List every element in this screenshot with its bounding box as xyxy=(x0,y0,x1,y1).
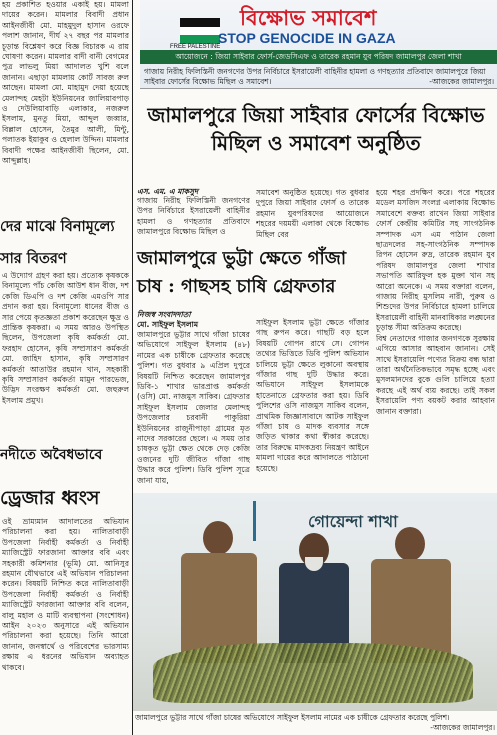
banner-title: বিক্ষোভ সমাবেশ xyxy=(240,5,377,30)
left-headline-fertilizer-2: সার বিতরণ xyxy=(0,250,67,267)
left-headline-dredger-1: নদীতে অবৈধভাবে xyxy=(0,447,103,463)
main-headline: জামালপুরে জিয়া সাইবার ফোর্সের বিক্ষোভ মিছিল ও সমাবেশ অনুষ্ঠিত xyxy=(147,103,485,155)
free-palestine-text: FREE PALESTINE xyxy=(170,44,221,50)
cannabis-plants xyxy=(153,643,473,703)
banner-organizer: আয়োজনে : জিয়া সাইবার ফোর্স-জেডসিএফ ও তারেক রহমান যুব পরিষদ জামালপুর জেলা শাখা xyxy=(140,50,497,64)
story2-col2: সাইফুল ইসলাম ভুট্টা ক্ষেতে গাঁজার গাছ রুপন করে। গাছটি বড় হলে বিষয়টি গোপন রাখে সে। গোপন তথ্যের ভিত্তিতে ডিবি পুলিশ অভিযান চালিয়ে ভুট্টা ক্ষেতে লুকানো অবস্থায় গাঁজার গাছ দুটি উদ্ধার করে। অভিযানে সাইফুল ইসলামকে হাতেনাতে গ্রেফতার করা হয়। ডিবি পুলিশের ওসি নাজমুস সাকিব বলেন, প্রাথমিক জিজ্ঞাসাবাদে আটক সাইফুল গাঁজা চাষ ও মাদক ব্যবসার সঙ্গে জড়িত থাকার কথা স্বীকার করেছে। তার বিরুদ্ধে মাদকদ্রব্য নিয়ন্ত্রণ আইনে মামলা দায়ের করে আদালতে পাঠানো হয়েছে। xyxy=(256,318,369,473)
palestine-flag-icon xyxy=(180,18,220,44)
story2-headline-2: চাষ : গাছসহ চাষি গ্রেফতার xyxy=(137,276,336,297)
arrest-photo xyxy=(133,493,497,711)
officer-right-head xyxy=(395,527,425,561)
left-headline-free-fertilizer: দের মাঝে বিনামূল্যে xyxy=(0,218,115,235)
story2-headline-1: জামালপুরে ভুট্টা ক্ষেতে গাঁজা xyxy=(137,248,347,269)
story1-col3: হয়ে শহর প্রদক্ষিণ করে। পরে শহরের মডেল মসজিদ সংলগ্ন এলাকায় বিক্ষোভ সমাবেশে বক্তব্য রাখেন জিয়া সাইবার ফোর্স কেন্দ্রীয় কমিটির সহ সাংগঠনিক সম্পাদক এস এম পাঠান জেলা ছাত্রদলের সহ-সাংগঠনিক সম্পাদক রিপন হোসেন রুদ্র, তারেক রহমান যুব পরিষদ জামালপুর জেলা শাখার সভাপতি আরিফুল হক মুক্তা খান সহ আরো অনেকে। এ সময় বক্তারা বলেন, গাজায় নিরীহ মুসলিম নারী, পুরুষ ও শিশুদের উপর নির্বিচারে হামলা চালিয়ে ইসরায়েলী বাহিনী মানবাধিকার লঙ্ঘনের চূড়ান্ত সীমা অতিক্রম করেছে। বিশ্ব নেতাদের গাজার জনগণকে সুরক্ষায় এগিয়ে আসার আহবান জানান। সেই সাথে ইসরায়েলি পণ্যের বিক্রয় বন্ধ দ্বারা তারা অর্থনৈতিকভাবে সমৃদ্ধ হচ্ছে এবং মুসলমানদের বুকে গুলি চালিয়ে হত্যা করছে এই অর্থ ব্যয় করছে। তাই সকল ইসরায়েলি পণ্য বয়কট করার আহবান জানান বক্তারা। xyxy=(376,188,495,416)
banner-english-slogan: STOP GENOCIDE IN GAZA xyxy=(218,30,396,46)
photo-credit: -আজকের জামালপুর। xyxy=(430,723,495,732)
story1-col1: গাজায় নিরীহ ফিলিস্তিনী জনগণের উপর নির্বিচারে ইসরায়েলী বাহিনীর হামলা ও গণহত্যার প্রতিবাদে জামালপুরে বিক্ষোভ মিছিল ও xyxy=(137,196,250,237)
story2-col1: জামালপুরে ভুট্টার সাথে গাঁজা চাষের অভিযোগে সাইফুল ইসলাম (৪৮) নামের এক চাষীকে গ্রেফতার করেছে পুলিশ। গত বুধবার ৯ এপ্রিল দুপুরে বিষয়টি নিশ্চিত করেছেন জামালপুর ডিবি-১ শাখার ভারপ্রাপ্ত কর্মকর্তা (ওসি) মো. নাজমুস সাকিব। গ্রেফতার সাইফুল ইসলাম জেলার মেলান্দহ উপজেলার চরবানী পাকুরিয়া ইউনিয়নের রাজুনীপাড়া গ্রামের মৃত নাদের সরকারের ছেলে। এ সময় তার চাষকৃত ভুট্টা ক্ষেত থেকে দেড় কেজি ওজনের দুটি জীবিত গাঁজা গাছ উদ্ধার করে পুলিশ। ডিবি পুলিশ সূত্রে জানা যায়, xyxy=(137,330,250,485)
banner-caption: গাজায় নিরীহ ফিলিস্তিনী জনগণের উপর নির্বিচারে ইসরায়েলী বাহিনীর হামলা ও গণহত্যার প্রতিবাদে জামালপুরে জিয়া সাইবার ফোর্সের বিক্ষোভ মিছিল ও সমাবেশ। -আজকের জামালপুর। xyxy=(144,67,494,86)
byline-3: মো. সাইফুল ইসলাম xyxy=(137,320,199,329)
left-bottom-article: ওই ভ্রাম্যমান আদালতের অভিযান পরিচালনা করা হয়। নালিতাবাড়ী উপজেলা নির্বাহী কর্মকর্তা ও নির্বাহী ম্যাজিস্ট্রেট ফারজানা আক্তার ববি এবং সহকারী কমিশনার (ভূমি) মো. আনিসুর রহমান যৌথভাবে এই অভিযান পরিচালনা করেন। বিষয়টি নিশ্চিত করে নালিতাবাড়ী উপজেলা নির্বাহী কর্মকর্তা ও নির্বাহী ম্যাজিস্ট্রেট ফারজানা আক্তার ববি বলেন, বালু মহাল ও মাটি ব্যবস্থাপনা (সংশোধন) আইন ২০২৩ অনুসারে এই অভিযান পরিচালনা করা হয়েছে। তিনি আরো জানান, জনস্বার্থে ও পরিবেশের ভারসাম্য রক্ষায় এ ধরনের অভিযান অব্যাহত থাকবে। xyxy=(2,517,129,672)
byline-2: নিজস্ব সংবাদদাতা xyxy=(137,310,191,319)
banner-credit: -আজকের জামালপুর। xyxy=(429,77,494,86)
left-headline-dredger-2: ড্রেজার ধ্বংস xyxy=(0,487,100,509)
byline-1: এস. এম. এ মাকসুদ xyxy=(137,187,199,196)
left-top-article: হয় প্রকাশিত হওয়ার একাই হয়। মামলা দায়ের করেন। মামলার বিবাদী প্রধান আইনজীবী মো. মাহমুদুল হাসান ওরফে পলাশ জানান, দীর্ঘ ২৭ বছর পর মামলার চূড়ান্ত বিশ্লেষণ করে বিজ্ঞ বিচারক এ রায় ঘোষণা করেন। মামলার বাদী বানী বেগমের পুত্র লাভলু মিয়া আদালত খুশি বলে জানান। এছাড়া মামলায় কোর্ট সাবজ রুল আছেন। মামলা মো. মাহামুদ দেয়া হয়েছে মেলান্দহ মেহটা ইউনিয়নের জালিয়াবপাড় ও দেউলিয়াবাড়ি এলাকার, নজরুল ইসলাম, মুনতু মিয়া, আব্দুল জব্বার, বিল্লাল হোসেন, তৈমুর আলী, মিন্টু, পলাতক ইয়াকুব ও হেলাল উদ্দিন। মামলার বিবাদী পক্ষের আইনজীবী ছিলেন, মো. আব্দুল্লাহ। xyxy=(2,0,129,166)
building-sign-text: গোয়েন্দা শাখা xyxy=(308,512,398,531)
story1-col2: সমাবেশ অনুষ্ঠিত হয়েছে। গত বুধবার দুপুরে জিয়া সাইবার ফোর্স ও তারেক রহমান যুবপরিষদের আয়োজনে শহরের দয়ময়ী এলাকা থেকে বিক্ষোভ মিছিল বের xyxy=(256,188,369,239)
left-mid-article: এ উদ্যোগ গ্রহণ করা হয়। প্রত্যেক কৃষককে বিনামূল্যে পাঁচ কেজি আউশ ধান বীজ, দশ কেজি ডিএপি ও দশ কেজি এমওপি সার প্রদান করা হয়। বিনামূল্যে ধানের বীজ ও সার পেয়ে কৃতজ্ঞতা প্রকাশ করেছেন ক্ষুদ্র ও প্রান্তিক কৃষকরা। এ সময় আরও উপস্থিত ছিলেন, উপজেলা কৃষি কর্মকর্তা মো. ফরহাদ হোসেন, কৃষি সম্প্রসারণ কর্মকর্তা মো. জাহিদ হাসান, কৃষি সম্প্রসারণ কর্মকর্তা আতাউর রহমান খান, সহকারী কৃষি সম্প্রসারণ কর্মকর্তা মামুন পারভেজ, উদ্ভিদ সংরক্ষণ কর্মকর্তা মো. জহুরুল ইসলাম প্রমুখ। xyxy=(2,271,129,405)
photo-caption: জামালপুরে ভুট্টার সাথে গাঁজা চাষের অভিযোগে সাইফুল ইসলাম নামের এক চাষীকে গ্রেফতার করেছে পুলিশ। -আজকের জামালপুর। xyxy=(135,713,495,732)
protest-banner-photo xyxy=(140,0,497,89)
officer-left-head xyxy=(203,521,233,555)
